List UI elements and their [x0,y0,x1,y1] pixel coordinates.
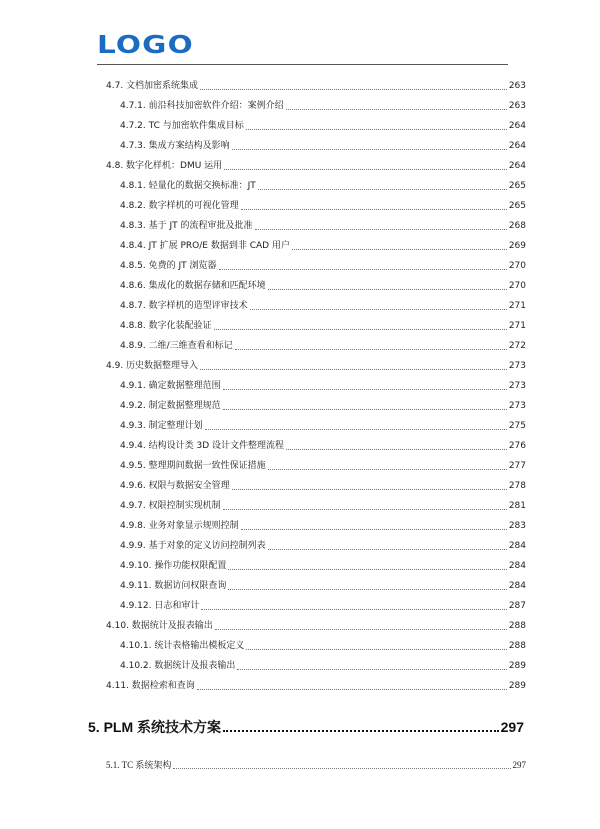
toc-entry-title: 4.9.11. 数据访问权限查询 [120,581,227,591]
toc-entry-title: 4.7.3. 集成方案结构及影响 [120,141,230,151]
toc-leader-dots [246,649,506,650]
toc-entry-title: 4.7.2. TC 与加密软件集成目标 [120,121,244,131]
toc-page-number: 281 [508,501,526,511]
toc-page-number: 287 [508,601,526,611]
toc-page-number: 283 [508,521,526,531]
toc-entry-title: 4.9.9. 基于对象的定义访问控制列表 [120,541,266,551]
toc-page-number: 263 [508,101,526,111]
toc-page-number: 284 [508,561,526,571]
toc-leader-dots [197,689,507,690]
toc-entry[interactable] [120,474,526,492]
toc-leader-dots [258,189,507,190]
toc-entry[interactable] [120,534,526,552]
toc-entry[interactable] [120,134,526,152]
toc-entry[interactable] [120,394,526,412]
toc-entry[interactable] [120,194,526,212]
toc-page-number: 297 [512,760,526,770]
toc-page-number: 264 [508,161,526,171]
toc-entry[interactable] [106,674,526,692]
toc-page-number: 284 [508,541,526,551]
toc-entry-title: 4.9.8. 业务对象显示规则控制 [120,521,239,531]
toc-entry[interactable] [120,594,526,612]
toc-page-number: 273 [508,401,526,411]
toc-entry-title: 4.7.1. 前沿科技加密软件介绍：案例介绍 [120,101,284,111]
toc-page-number: 288 [508,621,526,631]
toc-entry[interactable] [120,514,526,532]
toc-entry[interactable] [120,434,526,452]
toc-page-number: 271 [508,301,526,311]
toc-entry-title: 4.9.6. 权限与数据安全管理 [120,481,230,491]
toc-leader-dots [219,269,507,270]
toc-leader-dots [223,730,499,732]
toc-entry-title: 4.11. 数据检索和查询 [106,681,195,691]
toc-page-number: 277 [508,461,526,471]
toc-entry-title: 4.7. 文档加密系统集成 [106,81,199,91]
toc-page-number: 276 [508,441,526,451]
toc-leader-dots [246,129,507,130]
toc-page-number: 265 [508,201,526,211]
toc-page-number: 268 [508,221,526,231]
toc-entry-title: 4.10. 数据统计及报表输出 [106,621,213,631]
toc-page-number: 284 [508,581,526,591]
toc-leader-dots [205,429,507,430]
toc-entry-title: 5. PLM 系统技术方案 [88,719,222,735]
toc-entry-title: 4.9.4. 结构设计类 3D 设计文件整理流程 [120,441,285,451]
toc-leader-dots [268,289,507,290]
toc-leader-dots [250,309,507,310]
toc-page-number: 288 [508,641,526,651]
toc-leader-dots [228,569,506,570]
toc-entry-title: 4.9.2. 制定数据整理规范 [120,401,221,411]
toc-leader-dots [286,109,507,110]
toc-leader-dots [255,229,507,230]
toc-leader-dots [200,369,507,370]
toc-leader-dots [235,349,507,350]
toc-entry-title: 4.8.8. 数字化装配验证 [120,321,212,331]
toc-entry-title: 4.8.1. 轻量化的数据交换标准：JT [120,181,256,191]
toc-entry-title: 4.8.2. 数字样机的可视化管理 [120,201,239,211]
toc-entry[interactable] [120,314,526,332]
toc-page-number: 278 [508,481,526,491]
toc-entry-title: 5.1. TC 系统架构 [106,760,172,770]
toc-leader-dots [223,389,507,390]
toc-leader-dots [268,549,507,550]
toc-page-number: 273 [508,361,526,371]
toc-entry[interactable] [106,74,526,92]
toc-leader-dots [214,329,507,330]
toc-entry[interactable] [120,494,526,512]
toc-leader-dots [268,469,507,470]
toc-entry[interactable] [120,234,526,252]
toc-leader-dots [237,669,506,670]
toc-entry-title: 4.8.9. 二维/三维查看和标记 [120,341,233,351]
header-divider [97,64,508,65]
toc-page-number: 289 [508,661,526,671]
toc-leader-dots [241,529,507,530]
toc-entry[interactable] [106,154,526,172]
toc-entry-title: 4.9.3. 制定整理计划 [120,421,203,431]
toc-entry-title: 4.8.3. 基于 JT 的流程审批及批准 [120,221,253,231]
toc-entry[interactable] [120,174,526,192]
toc-leader-dots [223,409,507,410]
toc-entry[interactable] [120,414,526,432]
toc-entry-title: 4.10.1. 统计表格输出模板定义 [120,641,245,651]
toc-chapter-entry[interactable] [88,710,524,736]
toc-entry-title: 4.9.10. 操作功能权限配置 [120,561,227,571]
toc-page-number: 273 [508,381,526,391]
toc-entry-title: 4.8.5. 免费的 JT 浏览器 [120,261,217,271]
toc-entry-title: 4.9. 历史数据整理导入 [106,361,199,371]
toc-leader-dots [286,449,507,450]
toc-entry[interactable] [106,753,526,771]
toc-entry-title: 4.9.7. 权限控制实现机制 [120,501,221,511]
toc-entry[interactable] [120,254,526,272]
toc-entry-title: 4.9.12. 日志和审计 [120,601,200,611]
toc-page-number: 271 [508,321,526,331]
logo: LOGO [97,30,194,59]
toc-entry[interactable] [120,294,526,312]
toc-entry-title: 4.8.7. 数字样机的造型评审技术 [120,301,248,311]
toc-leader-dots [200,89,507,90]
toc-entry-title: 4.8. 数字化样机：DMU 运用 [106,161,223,171]
toc-page-number: 265 [508,181,526,191]
toc-entry-title: 4.8.6. 集成化的数据存储和匹配环境 [120,281,266,291]
toc-leader-dots [228,589,506,590]
toc-leader-dots [292,249,507,250]
toc-page-number: 297 [500,719,524,735]
toc-page-number: 264 [508,141,526,151]
toc-entry[interactable] [120,274,526,292]
toc-entry[interactable] [120,554,526,572]
toc-page-number: 269 [508,241,526,251]
toc-leader-dots [223,509,507,510]
toc-entry[interactable] [120,374,526,392]
toc-entry[interactable] [120,94,526,112]
toc-entry-title: 4.8.4. JT 扩展 PRO/E 数据到非 CAD 用户 [120,241,290,251]
toc-page-number: 272 [508,341,526,351]
toc-page-number: 264 [508,121,526,131]
toc-entry-title: 4.10.2. 数据统计及报表输出 [120,661,236,671]
toc-page-number: 289 [508,681,526,691]
toc-leader-dots [173,768,510,769]
toc-page-number: 275 [508,421,526,431]
toc-entry[interactable] [106,354,526,372]
toc-entry[interactable] [120,574,526,592]
toc-entry[interactable] [106,614,526,632]
toc-entry-title: 4.9.5. 整理期间数据一致性保证措施 [120,461,266,471]
toc-leader-dots [201,609,506,610]
toc-leader-dots [232,489,507,490]
toc-page-number: 270 [508,281,526,291]
toc-leader-dots [215,629,507,630]
toc-page-number: 263 [508,81,526,91]
toc-entry[interactable] [120,634,526,652]
toc-entry[interactable] [120,454,526,472]
toc-page-number: 270 [508,261,526,271]
toc-entry[interactable] [120,334,526,352]
toc-entry[interactable] [120,214,526,232]
toc-leader-dots [232,149,507,150]
toc-entry[interactable] [120,654,526,672]
toc-entry-title: 4.9.1. 确定数据整理范围 [120,381,221,391]
toc-entry[interactable] [120,114,526,132]
toc-leader-dots [241,209,507,210]
toc-leader-dots [224,169,507,170]
